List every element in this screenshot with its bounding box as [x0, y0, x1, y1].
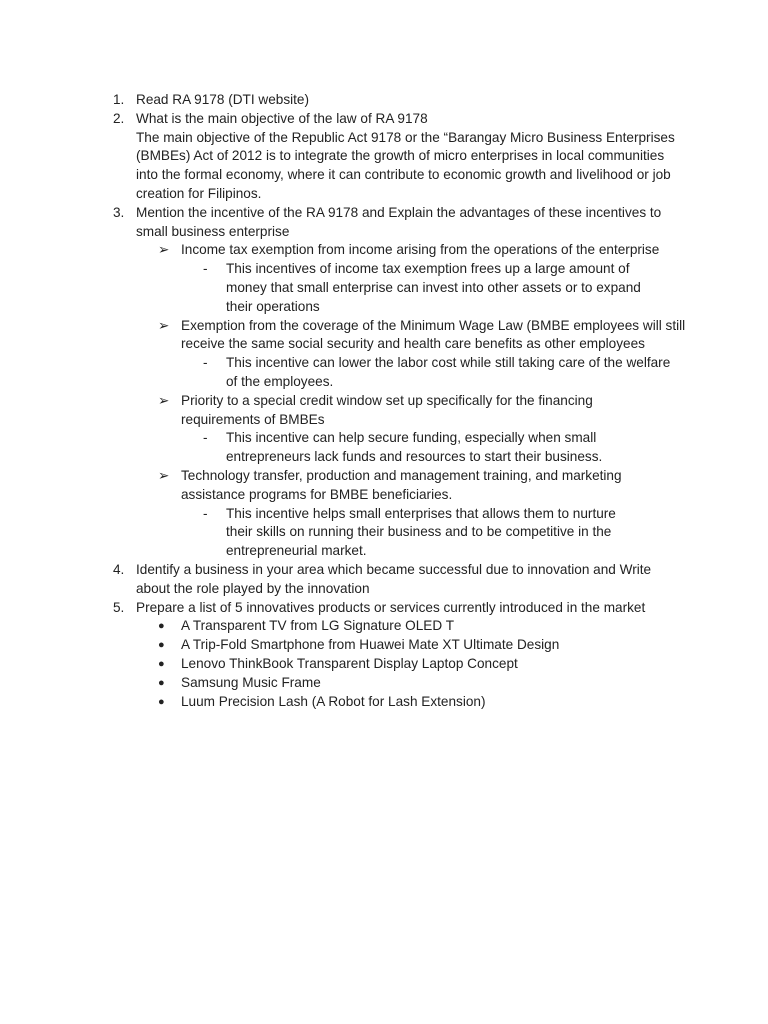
incentive-detail: [181, 429, 626, 467]
list-item-5: [0, 599, 686, 712]
product-text: Lenovo ThinkBook Transparent Display Laptop Concept: [181, 655, 518, 671]
incentive-detail: [181, 505, 646, 561]
product-text: Luum Precision Lash (A Robot for Lash Extension): [181, 693, 486, 709]
arrow-bullet-icon: ➢: [158, 467, 170, 483]
item-number: 3.: [113, 204, 125, 220]
incentive-text: Technology transfer, production and management training, and marketing assistance programs for BMBE beneficiaries.: [181, 467, 622, 502]
item-number: 2.: [113, 110, 125, 126]
list-item-3: [0, 204, 686, 561]
bullet-dot-icon: ●: [158, 639, 165, 652]
bullet-dot-icon: ●: [158, 657, 165, 670]
item-number: 1.: [113, 92, 125, 107]
product-item: [136, 655, 686, 674]
incentive-detail-text: This incentive helps small enterprises that allows them to nurture their skills on running their business and to be competitive in the entrepreneurial market.: [226, 505, 616, 559]
item-number: 4.: [113, 561, 125, 577]
list-item-2: [0, 110, 686, 204]
incentive-detail-text: This incentive can help secure funding, especially when small entrepreneurs lack funds and resources to start their business.: [226, 430, 603, 465]
dash-bullet-icon: -: [203, 355, 208, 371]
bullet-dot-icon: ●: [158, 676, 165, 689]
incentive-item: [136, 467, 651, 561]
dash-bullet-icon: -: [203, 505, 208, 521]
incentive-item: [136, 392, 621, 467]
item-number: 5.: [113, 599, 125, 615]
incentive-detail: [181, 354, 681, 392]
bullet-dot-icon: ●: [158, 695, 165, 708]
product-item: [136, 617, 686, 636]
document-page: [0, 91, 768, 711]
arrow-bullet-icon: ➢: [158, 242, 170, 258]
incentive-item: [136, 241, 686, 316]
incentive-detail-text: This incentive can lower the labor cost while still taking care of the welfare of the employees.: [226, 355, 671, 389]
item-text: Identify a business in your area which became successful due to innovation and Write about the role played by the innovation: [136, 561, 652, 596]
list-item-1: [0, 91, 686, 110]
product-text: A Transparent TV from LG Signature OLED T: [181, 618, 455, 634]
item-question: Mention the incentive of the RA 9178 and Explain the advantages of these incentives to small business enterprise: [136, 204, 662, 239]
list-item-4: [0, 561, 686, 599]
incentive-detail-text: This incentives of income tax exemption frees up a large amount of money that small enterprise can invest into other assets or to expand their operations: [226, 261, 641, 314]
item-answer: The main objective of the Republic Act 9178 or the “Barangay Micro Business Enterprises (BMBEs) Act of 2012 is to integrate the growth of micro enterprises in local communities into the formal economy, where it can contribute to economic growth and livelihood or job creation for Filipinos.: [136, 129, 675, 201]
incentive-item: [136, 317, 686, 392]
dash-bullet-icon: -: [203, 430, 208, 446]
item-text: Read RA 9178 (DTI website): [136, 92, 310, 107]
item-question: What is the main objective of the law of RA 9178: [136, 110, 428, 126]
dash-bullet-icon: -: [203, 261, 208, 277]
incentive-detail: [181, 260, 646, 316]
product-item: [136, 674, 686, 693]
arrow-bullet-icon: ➢: [158, 317, 170, 333]
product-item: [136, 636, 686, 655]
incentive-text: Income tax exemption from income arising from the operations of the enterprise: [181, 242, 660, 258]
item-question: Prepare a list of 5 innovatives products or services currently introduced in the market: [136, 599, 646, 615]
product-text: A Trip-Fold Smartphone from Huawei Mate XT Ultimate Design: [181, 637, 560, 653]
bullet-dot-icon: ●: [158, 620, 165, 633]
incentive-text: Exemption from the coverage of the Minimum Wage Law (BMBE employees will still receive the same social security and health care benefits as other employees: [181, 317, 686, 352]
incentive-text: Priority to a special credit window set up specifically for the financing requirements of BMBEs: [181, 392, 593, 427]
product-item: [136, 693, 686, 712]
arrow-bullet-icon: ➢: [158, 392, 170, 408]
product-text: Samsung Music Frame: [181, 674, 321, 690]
